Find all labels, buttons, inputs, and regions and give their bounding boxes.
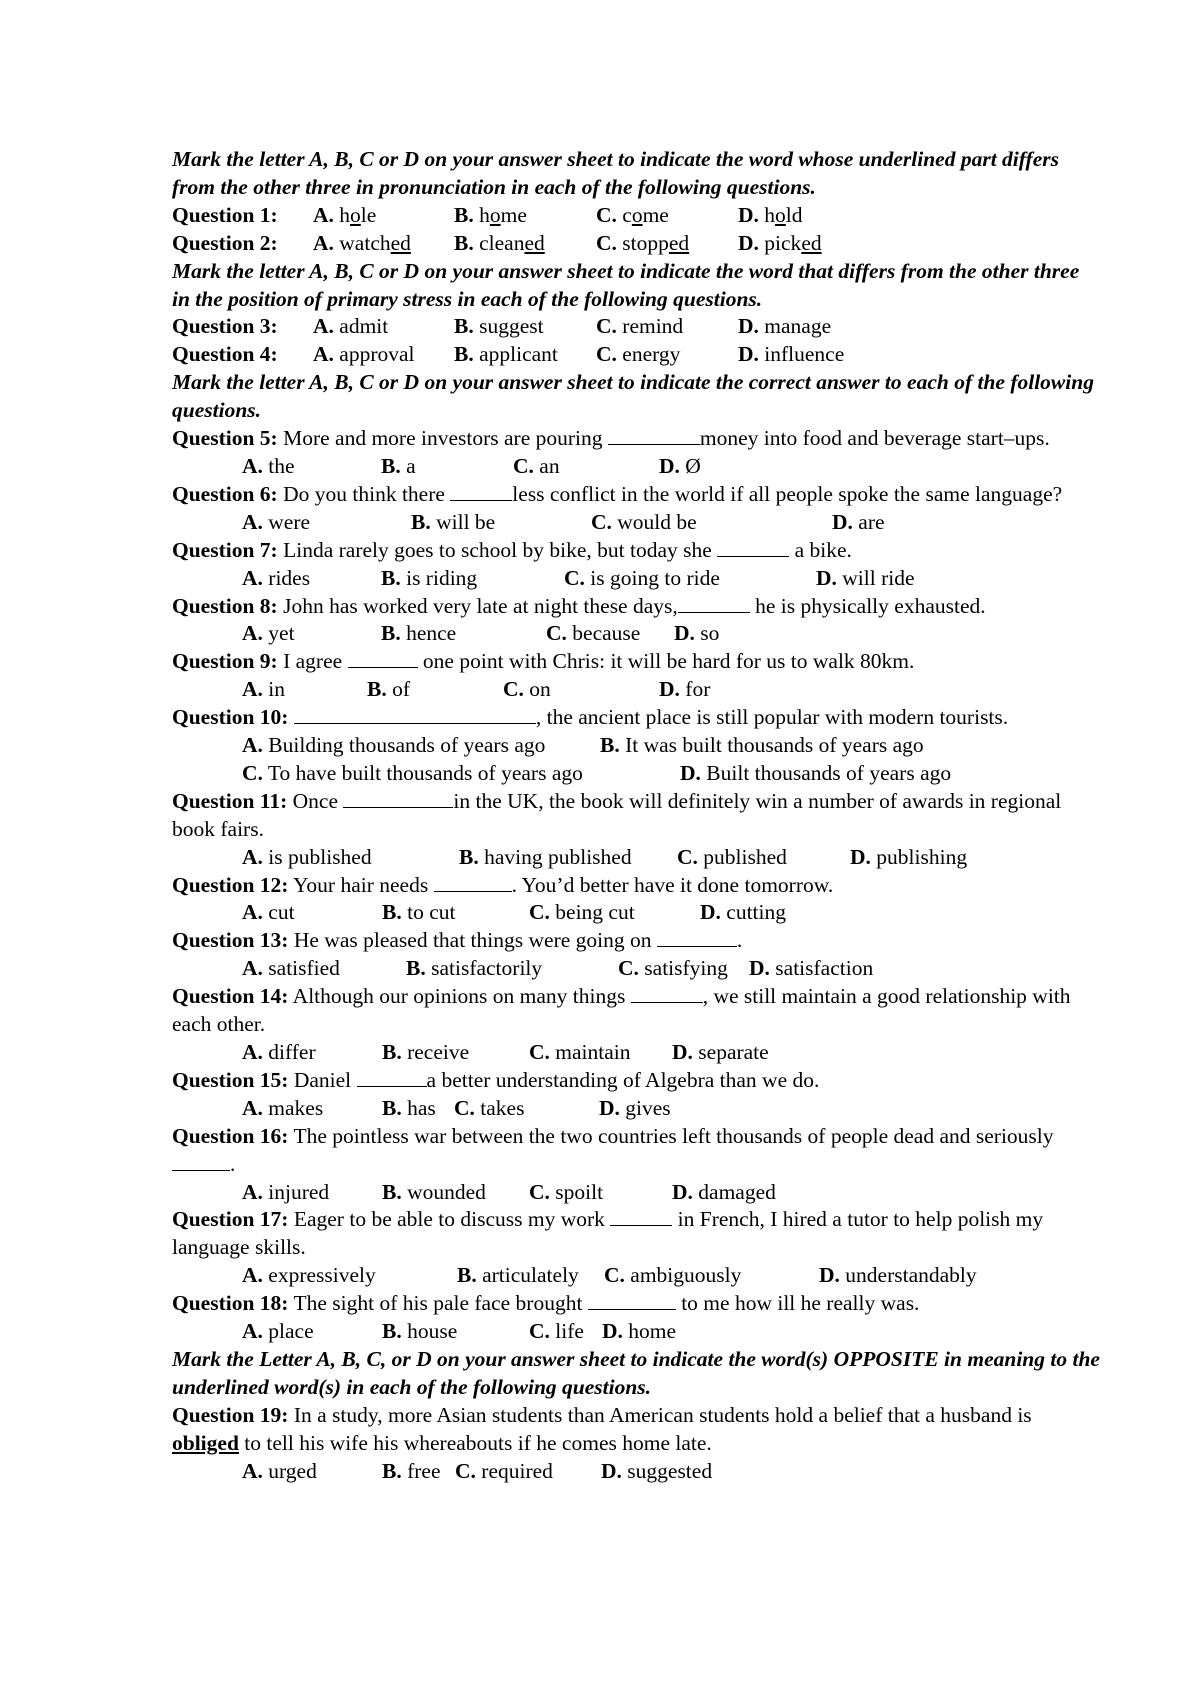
answer-option: C. come: [596, 202, 669, 227]
answer-option: C. spoilt: [529, 1179, 604, 1204]
answer-option: A. injured: [242, 1179, 330, 1204]
answer-option: A. approval: [313, 342, 415, 367]
answer-option: D. picked: [738, 230, 822, 255]
answer-option: A. the: [242, 453, 295, 478]
answer-option: C. energy: [596, 342, 681, 367]
answer-option: D. are: [832, 509, 885, 534]
answer-blank: [343, 789, 453, 808]
answer-option: B. It was built thousands of years ago: [600, 733, 924, 758]
answer-option: C. being cut: [529, 900, 635, 925]
answer-option: D. for: [659, 677, 711, 702]
answer-option: C. required: [455, 1458, 553, 1483]
answer-option: C. an: [513, 453, 560, 478]
answer-option: B. applicant: [454, 342, 558, 367]
options-6: [172, 509, 1102, 537]
answer-option: C. on: [503, 677, 551, 702]
answer-option: A. hole: [313, 202, 377, 227]
answer-blank: [678, 594, 750, 613]
question-15: Question 15: Daniel a better understanding of Algebra than we do.: [172, 1067, 820, 1092]
answer-option: A. Building thousands of years ago: [242, 733, 546, 758]
answer-blank: [631, 984, 703, 1003]
question-17: Question 17: Eager to be able to discuss my work in French, I hired a tutor to help polish my language skills.: [172, 1207, 1044, 1260]
underlined-word: obliged: [172, 1430, 239, 1455]
question-4: [172, 341, 1102, 369]
answer-option: B. house: [382, 1319, 458, 1344]
answer-blank: [294, 705, 536, 724]
answer-blank: [588, 1291, 676, 1310]
answer-option: D. Ø: [659, 453, 701, 478]
answer-option: B. a: [381, 453, 416, 478]
answer-blank: [348, 649, 418, 668]
answer-option: B. receive: [382, 1040, 470, 1064]
answer-option: Question 3:: [172, 314, 278, 339]
options-8: [172, 620, 1102, 648]
options-9: [172, 676, 1102, 704]
question-19: Question 19: In a study, more Asian students than American students hold a belief that a husband is obliged to tell his wife his whereabouts if he comes home late.: [172, 1402, 1032, 1455]
answer-option: A. admit: [313, 314, 389, 339]
answer-option: A. satisfied: [242, 956, 340, 981]
answer-option: B. to cut: [382, 900, 456, 925]
answer-option: C. life: [529, 1319, 584, 1344]
question-9: Question 9: I agree one point with Chris: it will be hard for us to walk 80km.: [172, 649, 915, 674]
answer-option: B. home: [454, 202, 527, 227]
options-5: [172, 453, 1102, 481]
question-8: Question 8: John has worked very late at night these days, he is physically exhausted.: [172, 593, 986, 618]
answer-option: A. expressively: [242, 1263, 376, 1288]
answer-option: C. satisfying: [618, 956, 728, 981]
instruction-opposite: Mark the Letter A, B, C, or D on your answer sheet to indicate the word(s) OPPOSITE in meaning to the underlined word(s) in each of the following questions.: [172, 1346, 1100, 1399]
answer-option: C. takes: [454, 1095, 525, 1120]
question-1: [172, 202, 1102, 230]
answer-option: C. ambiguously: [604, 1263, 742, 1288]
answer-option: D. Built thousands of years ago: [680, 760, 952, 785]
question-13: Question 13: He was pleased that things were going on .: [172, 928, 743, 953]
options-11: [172, 844, 1102, 872]
options-10-cd: [172, 760, 1102, 788]
answer-option: B. is riding: [381, 565, 478, 590]
question-7: Question 7: Linda rarely goes to school by bike, but today she a bike.: [172, 537, 852, 562]
answer-option: B. having published: [459, 844, 632, 869]
options-12: [172, 899, 1102, 927]
options-13: [172, 955, 1102, 983]
question-5: Question 5: More and more investors are pouring money into food and beverage start–ups.: [172, 426, 1050, 451]
question-6: Question 6: Do you think there less conflict in the world if all people spoke the same language?: [172, 481, 1063, 506]
options-17: [172, 1262, 1102, 1290]
answer-option: D. will ride: [816, 565, 915, 590]
answer-option: B. hence: [381, 621, 457, 646]
answer-option: D. understandably: [819, 1263, 977, 1288]
answer-option: C. because: [546, 621, 641, 646]
question-label: Question 1:: [172, 202, 278, 227]
answer-option: A. urged: [242, 1458, 317, 1483]
answer-option: B. suggest: [454, 314, 544, 339]
answer-option: C. To have built thousands of years ago: [242, 760, 583, 785]
instruction-correct-answer: Mark the letter A, B, C or D on your answer sheet to indicate the correct answer to each of the following questions.: [172, 370, 1094, 423]
options-19: [172, 1458, 1102, 1486]
answer-option: A. place: [242, 1319, 314, 1344]
answer-blank: [450, 482, 512, 501]
answer-option: D. suggested: [601, 1458, 713, 1483]
answer-option: A. makes: [242, 1095, 324, 1120]
answer-option: C. is going to ride: [564, 565, 720, 590]
instruction-stress: Mark the letter A, B, C or D on your answer sheet to indicate the word that differs from the other three in the position of primary stress in each of the following questions.: [172, 258, 1080, 311]
question-3: [172, 313, 1102, 341]
answer-option: A. yet: [242, 621, 295, 646]
answer-option: A. rides: [242, 565, 311, 590]
answer-option: C. would be: [591, 509, 697, 534]
answer-option: B. wounded: [382, 1179, 486, 1204]
question-14: Question 14: Although our opinions on many things , we still maintain a good relationship with each other.: [172, 984, 1071, 1037]
answer-option: C. stopped: [596, 230, 690, 255]
question-18: Question 18: The sight of his pale face brought to me how ill he really was.: [172, 1291, 920, 1316]
options-7: [172, 565, 1102, 593]
answer-option: A. were: [242, 509, 311, 534]
answer-option: D. hold: [738, 202, 803, 227]
exam-page: [172, 146, 1102, 1486]
answer-option: A. differ: [242, 1040, 316, 1064]
answer-option: D. satisfaction: [749, 956, 874, 981]
question-16: Question 16: The pointless war between the two countries left thousands of people dead and seriously .: [172, 1123, 1054, 1176]
answer-option: D. cutting: [700, 900, 786, 925]
answer-option: Question 4:: [172, 342, 278, 367]
question-12: Question 12: Your hair needs . You’d better have it done tomorrow.: [172, 872, 834, 897]
options-15: [172, 1095, 1102, 1123]
answer-option: C. maintain: [529, 1040, 631, 1064]
answer-option: B. will be: [411, 509, 496, 534]
answer-blank: [717, 538, 789, 557]
answer-blank: [172, 1152, 230, 1171]
answer-option: D. publishing: [850, 844, 968, 869]
answer-option: A. watched: [313, 230, 411, 255]
options-14: [172, 1039, 1102, 1067]
answer-blank: [610, 1207, 672, 1226]
question-11: Question 11: Once in the UK, the book will definitely win a number of awards in regional book fairs.: [172, 788, 1062, 841]
answer-option: D. gives: [599, 1095, 671, 1120]
answer-option: B. has: [382, 1095, 436, 1120]
question-10: Question 10: , the ancient place is still popular with modern tourists.: [172, 705, 1009, 730]
answer-option: D. influence: [738, 342, 845, 367]
answer-blank: [357, 1068, 427, 1087]
answer-option: B. free: [382, 1458, 441, 1483]
answer-option: A. is published: [242, 844, 372, 869]
options-18: [172, 1318, 1102, 1346]
question-2: [172, 230, 1102, 258]
answer-option: Question 2:: [172, 230, 278, 255]
answer-option: B. cleaned: [454, 230, 545, 255]
answer-option: [172, 202, 313, 230]
instruction-pronunciation: Mark the letter A, B, C or D on your answer sheet to indicate the word whose underlined part differs from the other three in pronunciation in each of the following questions.: [172, 147, 1059, 199]
answer-blank: [434, 873, 512, 892]
answer-option: D. separate: [672, 1040, 769, 1064]
answer-blank: [657, 928, 737, 947]
answer-option: D. damaged: [672, 1179, 776, 1204]
answer-option: B. articulately: [457, 1263, 579, 1288]
answer-option: D. manage: [738, 314, 832, 339]
answer-option: A. cut: [242, 900, 295, 925]
answer-option: D. home: [602, 1319, 677, 1344]
answer-option: D. so: [674, 621, 720, 646]
answer-option: A. in: [242, 677, 286, 702]
answer-option: B. satisfactorily: [406, 956, 543, 981]
answer-option: C. published: [677, 844, 787, 869]
options-10-ab: [172, 732, 1102, 760]
answer-option: B. of: [367, 677, 411, 702]
options-16: [172, 1179, 1102, 1207]
answer-option: C. remind: [596, 314, 684, 339]
answer-blank: [608, 426, 700, 445]
